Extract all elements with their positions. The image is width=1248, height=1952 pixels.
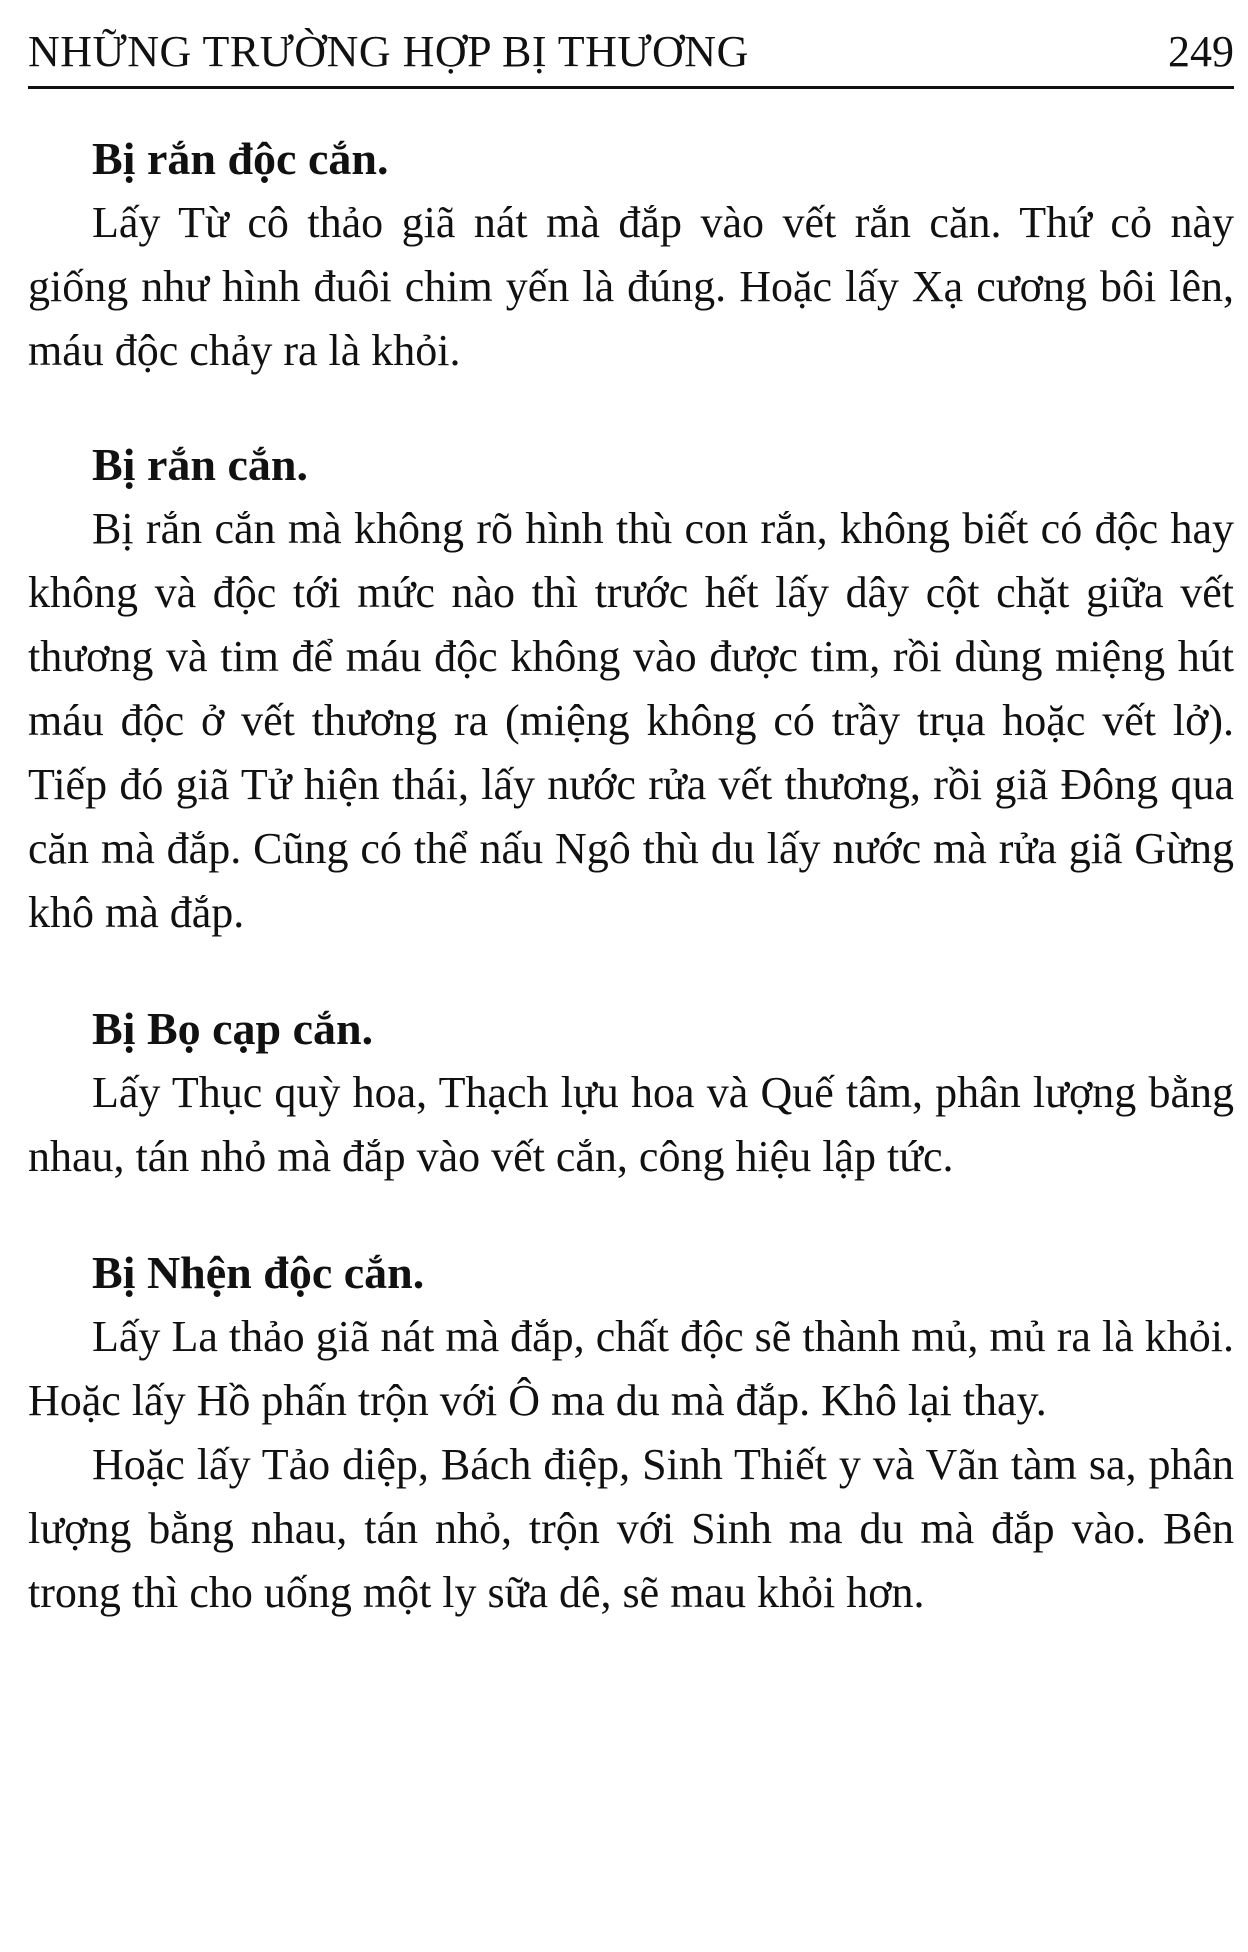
section-paragraph: Hoặc lấy Tảo diệp, Bách điệp, Sinh Thiết y và Vãn tàm sa, phân lượng bằng nhau, tán nhỏ, trộn với Sinh ma du mà đắp vào. Bên trong thì cho uống một ly sữa dê, sẽ mau khỏi hơn. bbox=[28, 1440, 1234, 1617]
page-body bbox=[28, 127, 1234, 1625]
section-heading-bo-cap: Bị Bọ cạp cắn. bbox=[92, 1003, 374, 1054]
book-page bbox=[28, 20, 1234, 1930]
running-title: NHỮNG TRƯỜNG HỢP BỊ THƯƠNG bbox=[28, 27, 749, 76]
section-heading-ran-can: Bị rắn cắn. bbox=[92, 439, 308, 490]
section-paragraph: Lấy La thảo giã nát mà đắp, chất độc sẽ thành mủ, mủ ra là khỏi. Hoặc lấy Hồ phấn trộn với Ô ma du mà đắp. Khô lại thay. bbox=[28, 1312, 1234, 1425]
section-paragraph: Lấy Thục quỳ hoa, Thạch lựu hoa và Quế tâm, phân lượng bằng nhau, tán nhỏ mà đắp vào vết cắn, công hiệu lập tức. bbox=[28, 1068, 1234, 1181]
page-number: 249 bbox=[1168, 27, 1234, 76]
running-header bbox=[28, 20, 1234, 89]
section-heading-nhen-doc: Bị Nhện độc cắn. bbox=[92, 1247, 425, 1298]
section-paragraph: Lấy Từ cô thảo giã nát mà đắp vào vết rắn căn. Thứ cỏ này giống như hình đuôi chim yến là đúng. Hoặc lấy Xạ cương bôi lên, máu độc chảy ra là khỏi. bbox=[28, 198, 1234, 375]
section-heading-ran-doc: Bị rắn độc cắn. bbox=[92, 133, 389, 184]
section-paragraph: Bị rắn cắn mà không rõ hình thù con rắn, không biết có độc hay không và độc tới mức nào thì trước hết lấy dây cột chặt giữa vết thương và tim để máu độc không vào được tim, rồi dùng miệng hút máu độc ở vết thương ra (miệng không có trầy trụa hoặc vết lở). Tiếp đó giã Tử hiện thái, lấy nước rửa vết thương, rồi giã Đông qua căn mà đắp. Cũng có thể nấu Ngô thù du lấy nước mà rửa giã Gừng khô mà đắp. bbox=[28, 504, 1234, 937]
